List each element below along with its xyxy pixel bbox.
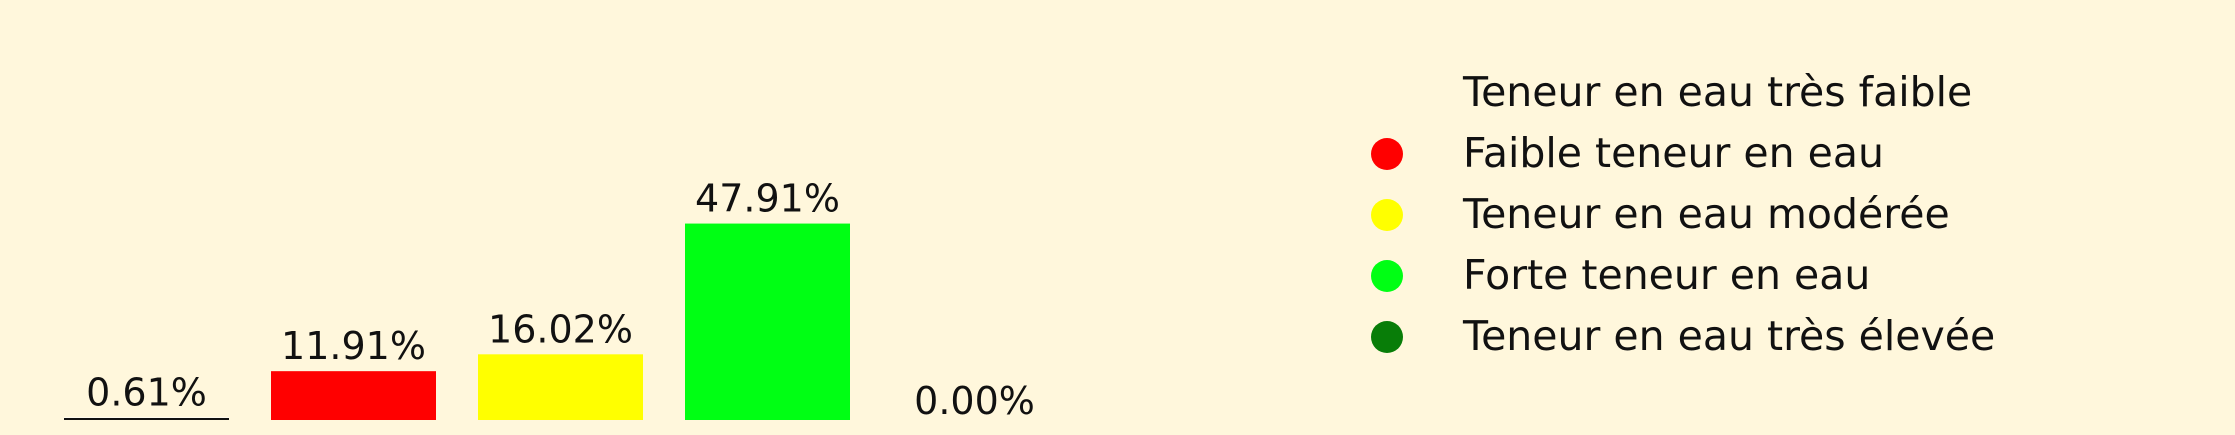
bar-3: [478, 354, 643, 420]
legend-label-5: Teneur en eau très élevée: [1463, 312, 1996, 360]
bar-value-label-3: 16.02%: [488, 307, 633, 352]
legend-label-1: Teneur en eau très faible: [1463, 68, 1973, 116]
legend-label-4: Forte teneur en eau: [1463, 251, 1871, 299]
legend-label-3: Teneur en eau modérée: [1463, 190, 1950, 238]
bar-value-label-4: 47.91%: [695, 176, 840, 221]
legend-label-2: Faible teneur en eau: [1463, 129, 1884, 177]
bar-4: [685, 224, 850, 420]
legend-marker-2: [1371, 138, 1403, 170]
legend-marker-4: [1371, 260, 1403, 292]
bar-value-label-1: 0.61%: [86, 370, 207, 415]
legend-marker-3: [1371, 199, 1403, 231]
legend-marker-5: [1371, 321, 1403, 353]
legend-marker-1: [1371, 77, 1403, 109]
bar-2: [271, 371, 436, 420]
legend: [1371, 68, 1995, 360]
bar-value-label-2: 11.91%: [281, 324, 426, 369]
bar-value-label-5: 0.00%: [914, 379, 1035, 423]
